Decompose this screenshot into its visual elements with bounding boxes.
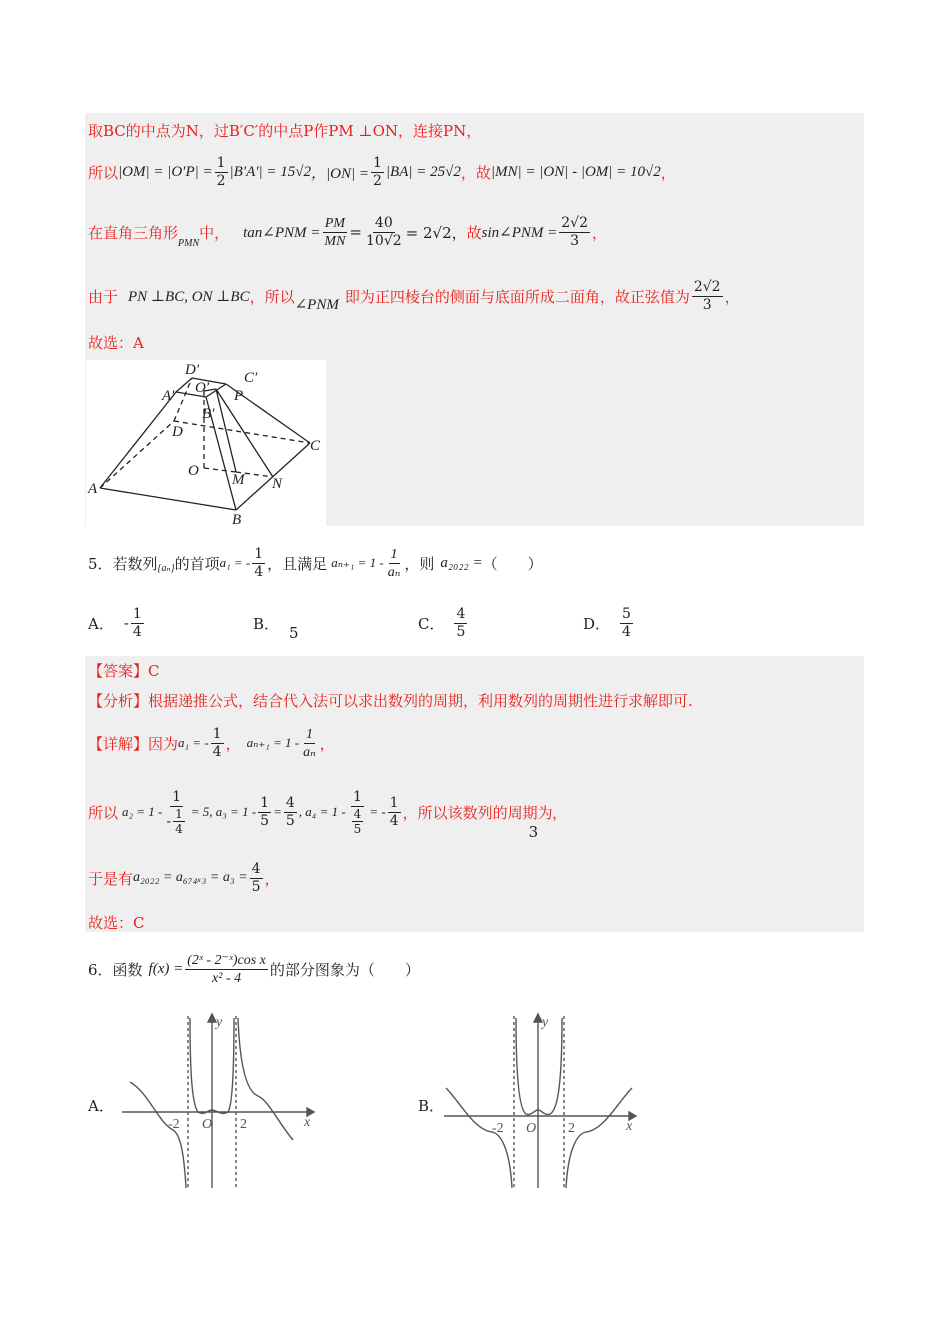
label-A: A bbox=[88, 481, 98, 497]
sol4-choice: 故选：A bbox=[88, 334, 144, 352]
q5-option-b[interactable]: B． 5 bbox=[253, 614, 299, 642]
label-O: O bbox=[188, 463, 199, 479]
q6-stem: 6．函数 f(x) = $\frac{\text{(2ˣ - 2⁻ˣ)cos x}}{\text{x² - 4}}$ 的部分图象为（ ） bbox=[88, 952, 420, 986]
answer5-sequence: 所以 a₂ = 1 - 1 - $\frac{1}{4}$ = 5, a₃ = 1 - $\frac{1}{5}$ = $\frac{4}{5}$ , a₄ = 1 - $\frac{1}{\frac{4}{5}}$ = - $\frac{1}{4}$ ，所以该数列的周期为 3 ， bbox=[88, 788, 568, 841]
graph-a-pos2: 2 bbox=[240, 1117, 247, 1132]
q5-option-c[interactable]: C． $\frac{4}{5}$ bbox=[418, 605, 466, 640]
graph-b-svg bbox=[440, 1012, 640, 1192]
label-B-prime: B′ bbox=[202, 406, 215, 422]
answer5-choice: 故选：C bbox=[88, 914, 145, 932]
q6-option-b-label[interactable]: B． bbox=[418, 1097, 445, 1115]
q5-stem: 5．若数列 {aₙ} 的首项 a₁ = - $\frac{1}{4}$ ，且满足 aₙ₊₁ = 1 - $\frac{1}{\text{aₙ}}$ ，则 a₂₀₂₂ = （ ） bbox=[88, 545, 543, 580]
sol4-line4: 由于 PN ⊥BC, ON ⊥BC ，所以 ∠PNM 即为正四棱台的侧面与底面所成二面角，故正弦值为 $\frac{2√2}{3}$ ， bbox=[88, 278, 740, 313]
label-D-prime: D′ bbox=[185, 362, 200, 378]
frustum-diagram bbox=[86, 360, 326, 526]
graph-b-pos2: 2 bbox=[568, 1121, 575, 1136]
answer5-analysis: 【分析】根据递推公式，结合代入法可以求出数列的周期，利用数列的周期性进行求解即可. bbox=[88, 692, 693, 710]
sol4-line2: 所以 |OM| = |O′P| = $\frac{1}{2}$ |B′A′| = 15√2 ，|ON| = $\frac{1}{2}$ |BA| = 25√2 ，故 |MN| = |ON| - |OM| = 10√2 ， bbox=[88, 155, 676, 189]
label-N: N bbox=[272, 476, 283, 492]
half-fraction: $\frac{1}{2}$ bbox=[373, 155, 382, 189]
q6-graph-b[interactable] bbox=[440, 1012, 640, 1192]
graph-b-neg2: -2 bbox=[492, 1121, 504, 1136]
q5-option-a[interactable]: A． - $\frac{1}{4}$ bbox=[88, 605, 142, 640]
label-D: D bbox=[172, 424, 183, 440]
frustum-figure bbox=[86, 360, 326, 526]
graph-b-y: y bbox=[542, 1015, 549, 1030]
graph-a-y: y bbox=[216, 1015, 223, 1030]
label-O-prime: O′ bbox=[195, 380, 210, 396]
q6-graph-a[interactable] bbox=[118, 1012, 318, 1192]
label-B: B bbox=[232, 512, 242, 526]
sol4-line3: 在直角三角形 PMN 中， tan∠PNM = $\frac{PM}{MN}$ = $\frac{40}{10√2}$ = 2√2， 故 sin∠PNM = $\frac{2√2}{3}$ ， bbox=[88, 214, 608, 249]
label-M: M bbox=[232, 472, 245, 488]
answer5-answer: 【答案】C bbox=[88, 662, 160, 680]
answer5-detail: 【详解】 因为 a₁ = - $\frac{1}{4}$ ， aₙ₊₁ = 1 - $\frac{1}{\text{aₙ}}$ ， bbox=[88, 725, 335, 760]
graph-a-x: x bbox=[304, 1115, 311, 1130]
answer5-conclusion: 于是有 a₂₀₂₂ = a₆₇₄ₓ₃ = a₃ = $\frac{4}{5}$ ， bbox=[88, 860, 280, 895]
label-A-prime: A′ bbox=[162, 388, 175, 404]
sol4-line1: 取BC的中点为N，过B′C′的中点P作PM ⊥ON，连接PN， bbox=[88, 122, 482, 140]
q6-option-a-label[interactable]: A． bbox=[88, 1097, 114, 1115]
graph-a-neg2: -2 bbox=[168, 1117, 180, 1132]
half-fraction: $\frac{1}{2}$ bbox=[216, 155, 226, 189]
label-C-prime: C′ bbox=[244, 370, 258, 386]
q5-option-d[interactable]: D． $\frac{5}{4}$ bbox=[583, 605, 631, 640]
label-P: P bbox=[234, 388, 244, 404]
graph-a-o: O bbox=[202, 1117, 213, 1132]
graph-b-o: O bbox=[526, 1121, 537, 1136]
graph-a-svg bbox=[118, 1012, 318, 1192]
graph-b-x: x bbox=[626, 1119, 633, 1134]
label-C: C bbox=[310, 438, 321, 454]
